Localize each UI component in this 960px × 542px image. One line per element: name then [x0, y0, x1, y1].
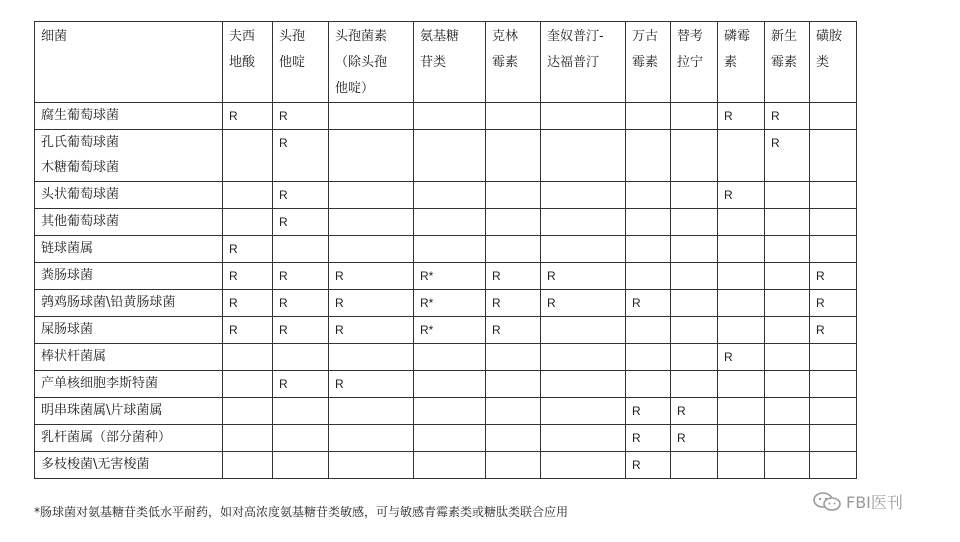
header-antibiotic: [541, 22, 626, 103]
watermark: [812, 490, 903, 513]
resistance-cell: [765, 263, 810, 290]
resistance-cell: [810, 452, 857, 479]
resistance-cell: R: [273, 317, 329, 344]
resistance-cell: [414, 103, 486, 130]
bacteria-name-cell: [35, 209, 223, 236]
resistance-cell: R: [541, 263, 626, 290]
table-row: [35, 130, 857, 182]
bacteria-name: 多枝梭菌\无害梭菌: [41, 457, 150, 472]
resistance-cell: [671, 344, 718, 371]
resistance-cell: [223, 371, 273, 398]
resistance-cell: [329, 398, 414, 425]
header-antibiotic: [223, 22, 273, 103]
header-line: 克林: [492, 29, 519, 44]
header-line: 达福普汀: [547, 55, 600, 70]
header-antibiotic: [671, 22, 718, 103]
resistance-cell: [223, 344, 273, 371]
resistance-cell: R: [223, 317, 273, 344]
resistance-cell: [329, 209, 414, 236]
bacteria-name: 屎肠球菌: [41, 322, 94, 337]
resistance-cell: [414, 425, 486, 452]
table-row: [35, 344, 857, 371]
bacteria-name-cell: [35, 398, 223, 425]
header-line: 氨基糖: [420, 29, 460, 44]
resistance-cell: R: [765, 130, 810, 182]
resistance-cell: R: [718, 344, 765, 371]
resistance-cell: [486, 425, 541, 452]
resistance-cell: [810, 344, 857, 371]
resistance-cell: [541, 182, 626, 209]
resistance-cell: [671, 236, 718, 263]
resistance-cell: [486, 182, 541, 209]
resistance-cell: R: [329, 317, 414, 344]
resistance-cell: [414, 452, 486, 479]
resistance-cell: [671, 209, 718, 236]
table-row: [35, 317, 857, 344]
resistance-cell: [810, 182, 857, 209]
bacteria-name-cell: [35, 344, 223, 371]
resistance-cell: [765, 236, 810, 263]
header-line: 头孢: [279, 29, 306, 44]
bacteria-name-cell: [35, 290, 223, 317]
resistance-cell: [765, 371, 810, 398]
resistance-cell: [329, 452, 414, 479]
table-row: [35, 371, 857, 398]
resistance-cell: [626, 317, 671, 344]
header-line: 霉素: [632, 55, 659, 70]
resistance-cell: [671, 371, 718, 398]
header-line: 他啶）: [335, 81, 375, 96]
resistance-cell: R: [718, 103, 765, 130]
header-row: [35, 22, 857, 103]
header-line: 头孢菌素: [335, 29, 388, 44]
resistance-cell: R: [273, 371, 329, 398]
bacteria-name: 棒状杆菌属: [41, 349, 107, 364]
resistance-cell: [273, 398, 329, 425]
resistance-cell: R: [329, 371, 414, 398]
resistance-cell: [223, 209, 273, 236]
header-line: 苷类: [420, 55, 447, 70]
bacteria-name: 粪肠球菌: [41, 268, 94, 283]
bacteria-name: 孔氏葡萄球菌: [41, 135, 120, 150]
header-line: 类: [816, 55, 830, 70]
resistance-cell: [486, 103, 541, 130]
resistance-cell: [414, 130, 486, 182]
resistance-cell: R: [671, 425, 718, 452]
resistance-cell: R: [765, 103, 810, 130]
table-row: [35, 263, 857, 290]
resistance-cell: [671, 452, 718, 479]
resistance-cell: [810, 398, 857, 425]
resistance-cell: R: [486, 290, 541, 317]
resistance-cell: [414, 398, 486, 425]
resistance-cell: [486, 236, 541, 263]
header-line: 他啶: [279, 55, 306, 70]
resistance-cell: [486, 130, 541, 182]
resistance-cell: [414, 209, 486, 236]
resistance-cell: R: [626, 452, 671, 479]
resistance-cell: [718, 452, 765, 479]
resistance-cell: [810, 209, 857, 236]
resistance-cell: [810, 425, 857, 452]
resistance-cell: [626, 103, 671, 130]
header-antibiotic: [486, 22, 541, 103]
table-row: [35, 182, 857, 209]
resistance-cell: [671, 182, 718, 209]
bacteria-name-cell: [35, 371, 223, 398]
resistance-cell: [810, 236, 857, 263]
header-line: 细菌: [41, 29, 68, 44]
resistance-cell: [273, 236, 329, 263]
resistance-cell: [765, 290, 810, 317]
resistance-cell: [626, 130, 671, 182]
resistance-cell: R: [810, 290, 857, 317]
header-antibiotic: [765, 22, 810, 103]
bacteria-name: 其他葡萄球菌: [41, 214, 120, 229]
bacteria-name-cell: [35, 130, 223, 182]
resistance-cell: [671, 130, 718, 182]
resistance-cell: R: [223, 290, 273, 317]
resistance-cell: [718, 130, 765, 182]
resistance-cell: R: [273, 103, 329, 130]
header-antibiotic: [329, 22, 414, 103]
resistance-cell: R: [810, 263, 857, 290]
resistance-cell: [541, 452, 626, 479]
resistance-cell: R: [223, 236, 273, 263]
resistance-cell: [810, 371, 857, 398]
resistance-cell: [541, 344, 626, 371]
header-antibiotic: [810, 22, 857, 103]
resistance-cell: [718, 425, 765, 452]
resistance-cell: [541, 371, 626, 398]
resistance-cell: [671, 103, 718, 130]
resistance-cell: R: [626, 290, 671, 317]
header-line: 替考: [677, 29, 704, 44]
resistance-cell: R: [486, 317, 541, 344]
resistance-cell: [329, 236, 414, 263]
bacteria-name: 乳杆菌属（部分菌种）: [41, 430, 172, 445]
resistance-cell: [765, 209, 810, 236]
header-antibiotic: [718, 22, 765, 103]
resistance-cell: [765, 182, 810, 209]
resistance-cell: R: [273, 182, 329, 209]
resistance-cell: R: [718, 182, 765, 209]
header-line: 地酸: [229, 55, 256, 70]
resistance-cell: [671, 263, 718, 290]
header-line: 磷霉: [724, 29, 751, 44]
resistance-cell: [541, 317, 626, 344]
resistance-cell: [486, 452, 541, 479]
resistance-cell: R*: [414, 263, 486, 290]
bacteria-name: 产单核细胞李斯特菌: [41, 376, 159, 391]
resistance-cell: [414, 371, 486, 398]
header-line: 霉素: [492, 55, 519, 70]
resistance-cell: [626, 371, 671, 398]
resistance-cell: [329, 182, 414, 209]
resistance-cell: [329, 103, 414, 130]
resistance-cell: R*: [414, 290, 486, 317]
table-row: [35, 290, 857, 317]
resistance-cell: [223, 130, 273, 182]
resistance-cell: [765, 317, 810, 344]
resistance-cell: [541, 209, 626, 236]
resistance-table: [34, 21, 857, 479]
resistance-cell: R*: [414, 317, 486, 344]
resistance-cell: [329, 130, 414, 182]
resistance-cell: [671, 290, 718, 317]
resistance-cell: [273, 425, 329, 452]
resistance-cell: [486, 398, 541, 425]
resistance-cell: [765, 344, 810, 371]
wechat-icon: [812, 491, 842, 513]
resistance-cell: [329, 425, 414, 452]
table-row: [35, 103, 857, 130]
resistance-cell: R: [329, 263, 414, 290]
header-antibiotic: [626, 22, 671, 103]
resistance-cell: [718, 398, 765, 425]
header-line: （除头孢: [335, 55, 388, 70]
resistance-cell: [486, 344, 541, 371]
resistance-cell: [718, 263, 765, 290]
bacteria-name-cell: [35, 236, 223, 263]
header-line: 素: [724, 55, 738, 70]
resistance-cell: R: [273, 130, 329, 182]
resistance-cell: [626, 344, 671, 371]
resistance-cell: [541, 103, 626, 130]
resistance-cell: [765, 398, 810, 425]
header-bacteria: [35, 22, 223, 103]
bacteria-name: 链球菌属: [41, 241, 94, 256]
header-line: 万古: [632, 29, 659, 44]
resistance-cell: [414, 182, 486, 209]
resistance-cell: [414, 344, 486, 371]
table-row: [35, 209, 857, 236]
bacteria-name-cell: [35, 317, 223, 344]
resistance-cell: R: [541, 290, 626, 317]
resistance-cell: [765, 425, 810, 452]
resistance-cell: [541, 130, 626, 182]
bacteria-name-cell: [35, 182, 223, 209]
resistance-cell: [718, 209, 765, 236]
bacteria-name: 木糖葡萄球菌: [41, 160, 120, 175]
resistance-cell: [765, 452, 810, 479]
header-line: 霉素: [771, 55, 798, 70]
resistance-cell: [486, 371, 541, 398]
resistance-cell: R: [223, 103, 273, 130]
resistance-cell: [541, 398, 626, 425]
resistance-cell: [810, 103, 857, 130]
resistance-cell: R: [810, 317, 857, 344]
resistance-cell: R: [273, 290, 329, 317]
resistance-cell: [718, 236, 765, 263]
resistance-cell: [626, 263, 671, 290]
bacteria-name-cell: [35, 103, 223, 130]
resistance-cell: [541, 236, 626, 263]
footnote: *肠球菌对氨基糖苷类低水平耐药，如对高浓度氨基糖苷类敏感，可与敏感青霉素类或糖肽类联合应用: [34, 505, 569, 519]
resistance-cell: R: [671, 398, 718, 425]
resistance-cell: R: [273, 209, 329, 236]
resistance-cell: R: [223, 263, 273, 290]
resistance-cell: [718, 317, 765, 344]
resistance-cell: R: [329, 290, 414, 317]
resistance-cell: [414, 236, 486, 263]
resistance-cell: [671, 317, 718, 344]
bacteria-name: 头状葡萄球菌: [41, 187, 120, 202]
header-line: 磺胺: [816, 29, 843, 44]
resistance-cell: R: [486, 263, 541, 290]
table-row: [35, 398, 857, 425]
resistance-cell: [541, 425, 626, 452]
table-body: [35, 103, 857, 479]
resistance-cell: R: [626, 425, 671, 452]
bacteria-name: 明串珠菌属\片球菌属: [41, 403, 163, 418]
watermark-text: FBI医刊: [846, 493, 903, 512]
resistance-cell: [223, 425, 273, 452]
header-line: 新生: [771, 29, 798, 44]
resistance-cell: R: [273, 263, 329, 290]
resistance-cell: R: [626, 398, 671, 425]
resistance-cell: [810, 130, 857, 182]
header-line: 夫西: [229, 29, 256, 44]
resistance-cell: [626, 182, 671, 209]
bacteria-name: 腐生葡萄球菌: [41, 108, 120, 123]
resistance-cell: [223, 398, 273, 425]
resistance-cell: [626, 209, 671, 236]
resistance-cell: [626, 236, 671, 263]
resistance-cell: [718, 290, 765, 317]
bacteria-name-cell: [35, 452, 223, 479]
header-antibiotic: [273, 22, 329, 103]
resistance-cell: [486, 209, 541, 236]
table-row: [35, 236, 857, 263]
bacteria-name: 鹑鸡肠球菌\铅黄肠球菌: [41, 295, 176, 310]
resistance-cell: [329, 344, 414, 371]
bacteria-name-cell: [35, 425, 223, 452]
table-row: [35, 425, 857, 452]
header-line: 拉宁: [677, 55, 704, 70]
resistance-cell: [718, 371, 765, 398]
resistance-cell: [223, 452, 273, 479]
bacteria-name-cell: [35, 263, 223, 290]
resistance-cell: [273, 452, 329, 479]
header-line: 奎奴普汀-: [547, 29, 604, 44]
resistance-cell: [273, 344, 329, 371]
resistance-cell: [223, 182, 273, 209]
header-antibiotic: [414, 22, 486, 103]
table-row: [35, 452, 857, 479]
